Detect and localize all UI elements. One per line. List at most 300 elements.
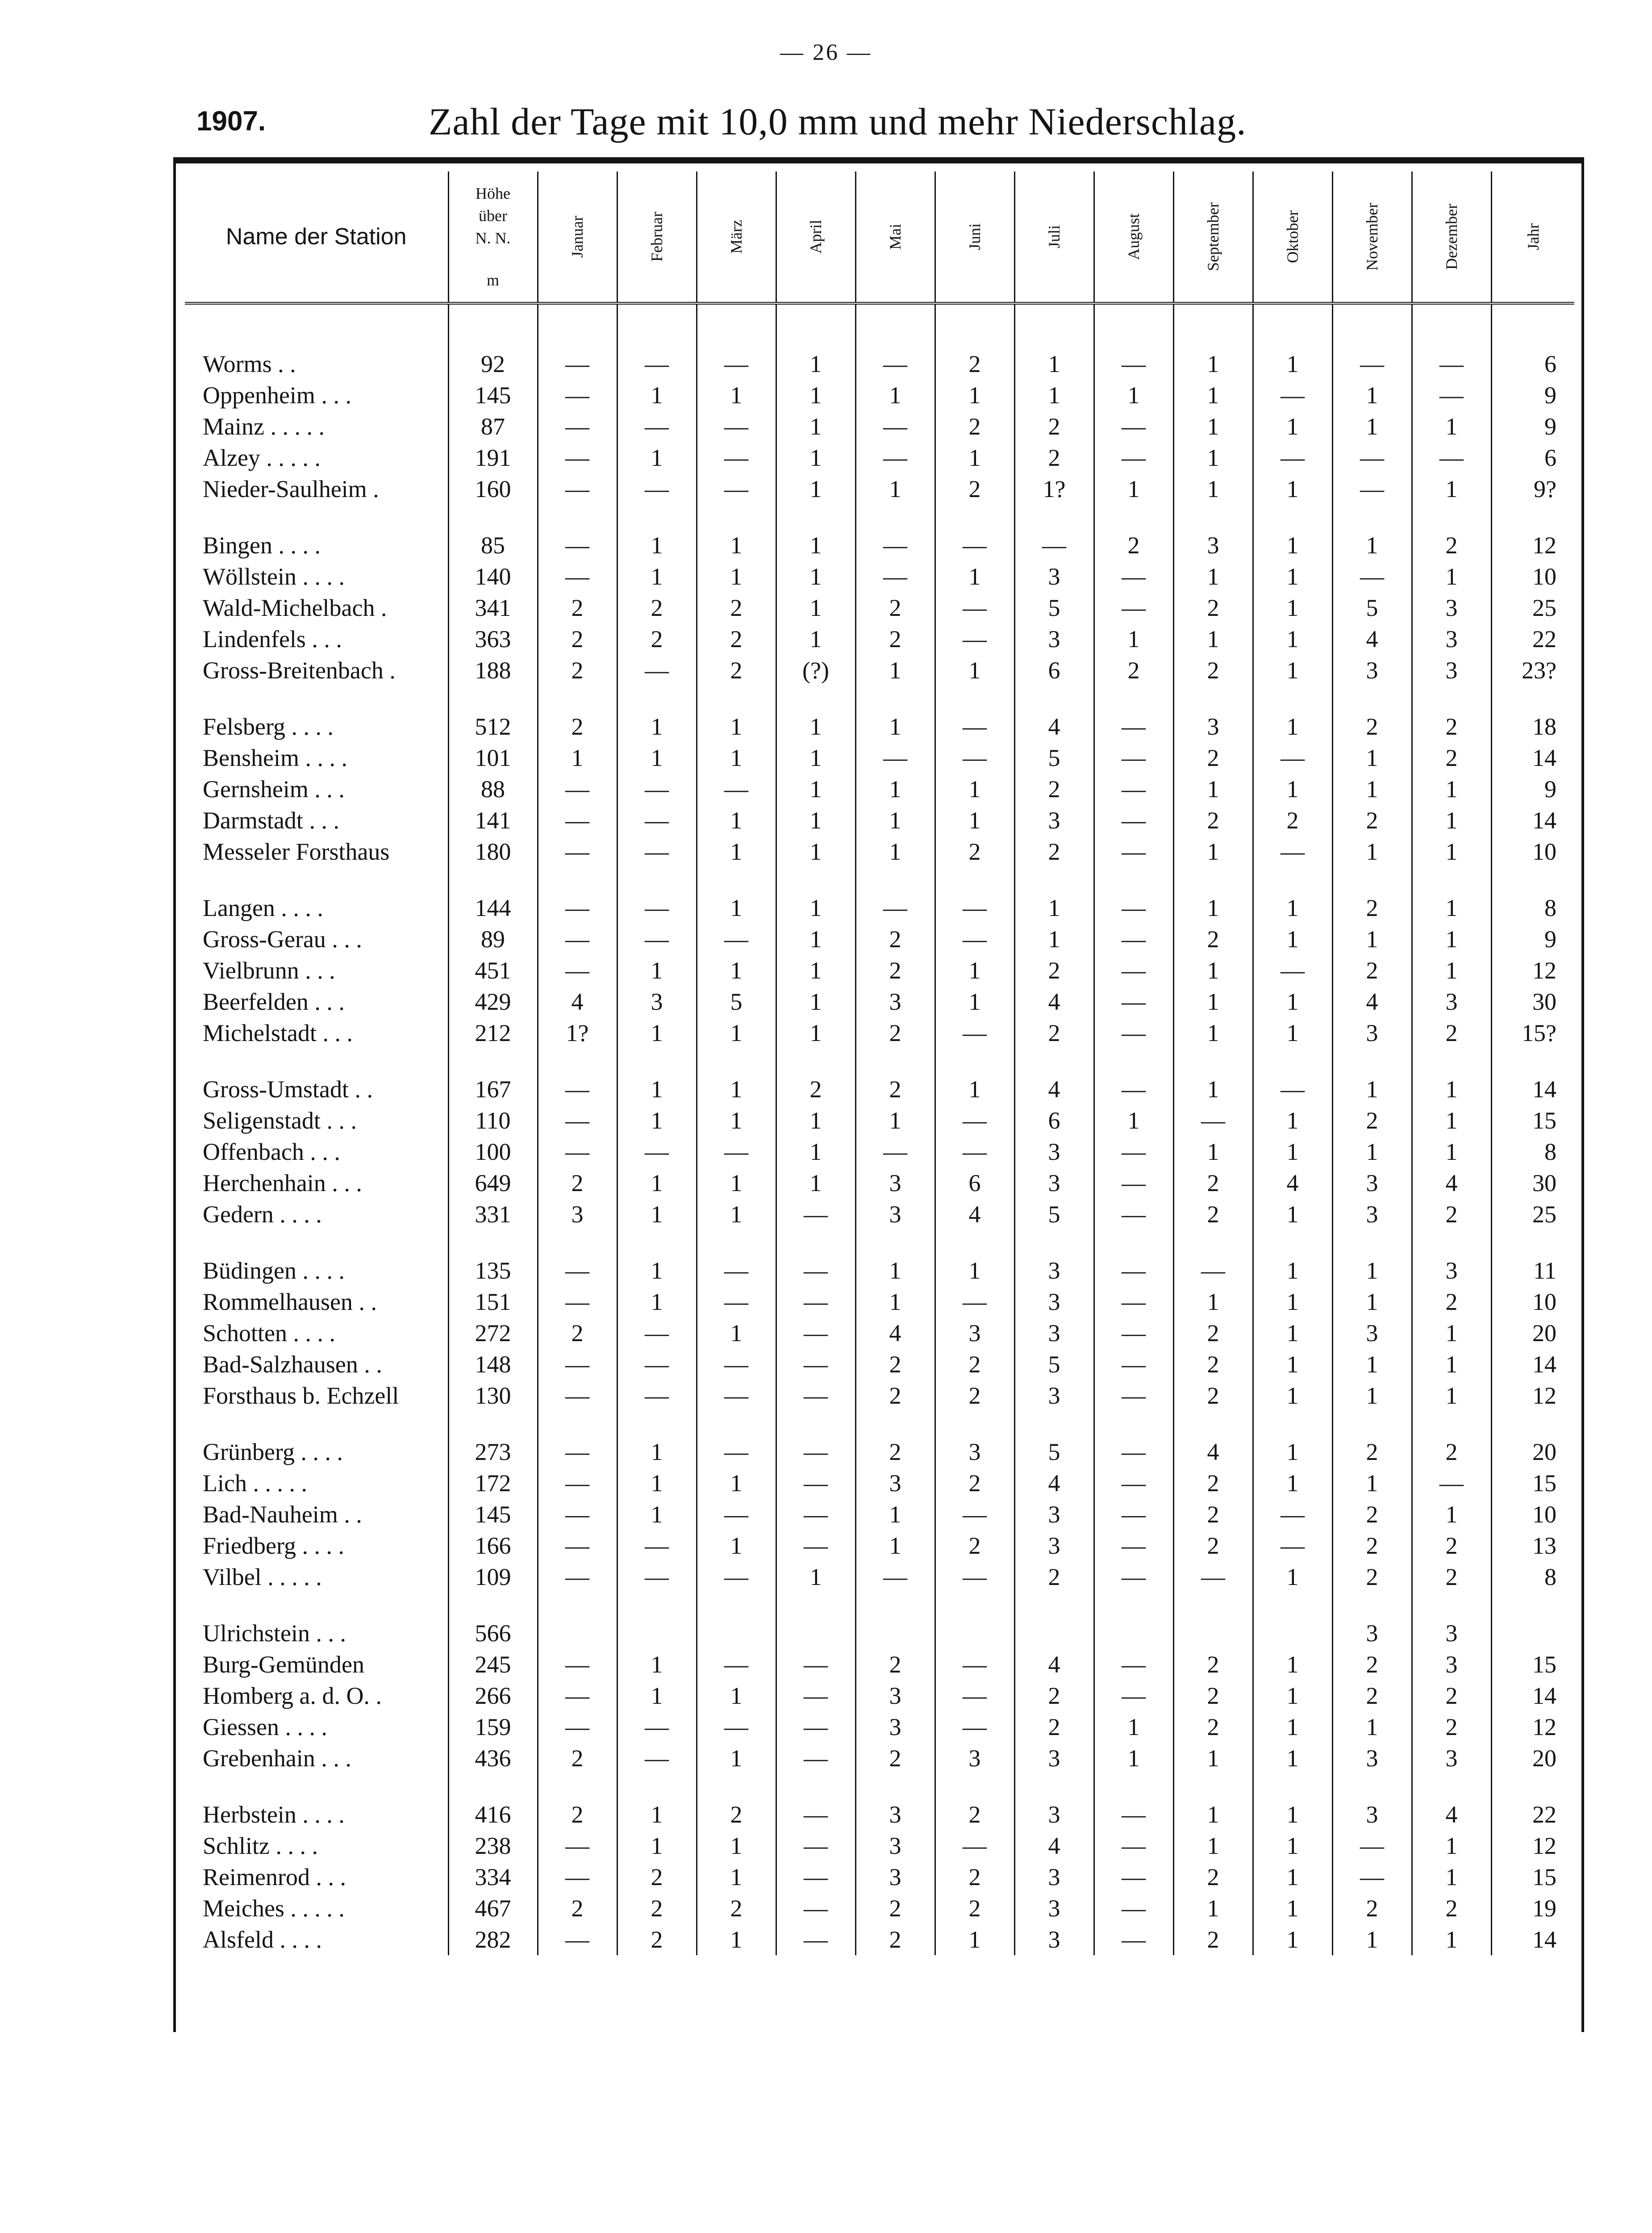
month-value-cell: 3 [1412, 1618, 1491, 1649]
month-value-cell: — [538, 1468, 617, 1499]
spacer-cell [1173, 505, 1253, 530]
month-value-cell: 1 [776, 955, 855, 986]
elevation-cell: 649 [448, 1167, 538, 1199]
table-row [185, 530, 1574, 561]
table-row [185, 1649, 1574, 1680]
year-total-cell: 12 [1491, 1830, 1574, 1861]
year-total-cell: 14 [1491, 1349, 1574, 1380]
month-value-cell: 2 [855, 1743, 935, 1774]
month-value-cell: — [1094, 1830, 1173, 1861]
station-name-cell: Seligenstadt . . . [203, 1107, 357, 1134]
month-value-cell: — [538, 1380, 617, 1411]
spacer-cell [1014, 1049, 1094, 1074]
month-value-cell: 1 [776, 411, 855, 442]
month-value-cell: — [935, 1017, 1014, 1049]
spacer-cell [855, 1774, 935, 1799]
month-value-cell: — [935, 592, 1014, 623]
station-name-cell: Nieder-Saulheim . [203, 476, 379, 502]
month-value-cell: — [1094, 805, 1173, 836]
month-value-cell: 2 [1412, 1530, 1491, 1561]
month-value-cell: — [617, 1711, 697, 1743]
month-value-cell: 1 [776, 442, 855, 473]
header-month [1412, 171, 1491, 303]
precipitation-table [185, 171, 1574, 1955]
elevation-cell: 85 [448, 530, 538, 561]
spacer-cell [1173, 1049, 1253, 1074]
spacer-cell [935, 303, 1014, 348]
month-value-cell: — [1094, 1286, 1173, 1317]
spacer-cell [1332, 1049, 1412, 1074]
station-name-cell: Vielbrunn . . . [203, 957, 335, 984]
spacer-cell [1412, 1230, 1491, 1255]
month-value-cell: 5 [1014, 742, 1094, 774]
month-value-cell: 1 [776, 1017, 855, 1049]
month-value-cell: — [1332, 348, 1412, 380]
elevation-cell: 566 [448, 1618, 538, 1649]
spacer-cell [855, 1593, 935, 1618]
spacer-cell [776, 1593, 855, 1618]
spacer-cell [1014, 1230, 1094, 1255]
station-name-cell: Alzey . . . . . [203, 444, 321, 471]
month-value-cell: — [1094, 1380, 1173, 1411]
month-value-cell: 2 [855, 623, 935, 655]
month-value-cell: 1 [935, 774, 1014, 805]
station-name-cell: Schotten . . . . [203, 1320, 335, 1346]
month-value-cell: 1 [1014, 348, 1094, 380]
station-name-cell: Alsfeld . . . . [203, 1926, 322, 1953]
month-value-cell: 2 [855, 955, 935, 986]
month-value-cell: — [617, 411, 697, 442]
spacer-cell [935, 1049, 1014, 1074]
month-value-cell: — [935, 924, 1014, 955]
spacer-cell [1094, 1593, 1173, 1618]
station-name-cell: Reimenrod . . . [203, 1864, 346, 1890]
month-value-cell: 2 [855, 1017, 935, 1049]
year-total-cell: 25 [1491, 592, 1574, 623]
month-value-cell: 4 [1014, 1074, 1094, 1105]
table-row [185, 442, 1574, 473]
spacer-cell [538, 303, 617, 348]
month-value-cell: 1 [1412, 1861, 1491, 1893]
month-value-cell: 1 [1173, 1136, 1253, 1167]
month-value-cell: 1 [1173, 892, 1253, 924]
month-value-cell: 2 [855, 924, 935, 955]
elevation-cell: 145 [448, 1499, 538, 1530]
table-row [185, 1861, 1574, 1893]
month-value-cell: 1 [1253, 623, 1332, 655]
year-total-cell: 8 [1491, 1561, 1574, 1593]
month-value-cell: 1 [617, 1499, 697, 1530]
spacer-cell [1412, 686, 1491, 711]
month-value-cell: 1 [1412, 411, 1491, 442]
month-value-cell: — [1332, 473, 1412, 505]
month-value-cell: 1 [855, 836, 935, 867]
month-value-cell: 2 [1412, 1561, 1491, 1593]
month-value-cell: 1 [1412, 955, 1491, 986]
station-name-cell: Lindenfels . . . [203, 626, 342, 652]
year-total-cell: 15 [1491, 1861, 1574, 1893]
table-row [185, 655, 1574, 686]
month-value-cell: 1 [855, 473, 935, 505]
elevation-cell: 363 [448, 623, 538, 655]
elevation-cell: 416 [448, 1799, 538, 1830]
month-value-cell: 1 [1014, 924, 1094, 955]
month-value-cell [1253, 1618, 1332, 1649]
spacer-cell [697, 867, 776, 892]
header-month-label: November [1363, 203, 1381, 271]
year-total-cell: 14 [1491, 1680, 1574, 1711]
station-name-cell: Bad-Nauheim . . [203, 1501, 362, 1528]
spacer-cell [776, 505, 855, 530]
station-name-cell: Gross-Gerau . . . [203, 926, 362, 953]
month-value-cell: 1 [1332, 1255, 1412, 1286]
month-value-cell [1094, 1618, 1173, 1649]
month-value-cell: — [538, 411, 617, 442]
month-value-cell: 2 [855, 1380, 935, 1411]
month-value-cell: 2 [1412, 530, 1491, 561]
month-value-cell: 2 [1332, 1561, 1412, 1593]
year-total-cell: 6 [1491, 442, 1574, 473]
station-name-cell: Büdingen . . . . [203, 1257, 345, 1284]
month-value-cell: — [1094, 561, 1173, 592]
month-value-cell: — [617, 1561, 697, 1593]
group-spacer [185, 1230, 1574, 1255]
header-month [1014, 171, 1094, 303]
month-value-cell: — [935, 1286, 1014, 1317]
spacer-cell [697, 303, 776, 348]
table-row [185, 592, 1574, 623]
month-value-cell: 1 [1253, 1561, 1332, 1593]
elevation-cell: 180 [448, 836, 538, 867]
spacer-cell [1253, 303, 1332, 348]
month-value-cell: 1 [1253, 1861, 1332, 1893]
month-value-cell: 1 [776, 836, 855, 867]
table-row [185, 1799, 1574, 1830]
spacer-cell [855, 867, 935, 892]
table-row [185, 1499, 1574, 1530]
elevation-cell: 238 [448, 1830, 538, 1861]
year-total-cell: 12 [1491, 530, 1574, 561]
month-value-cell: — [617, 1136, 697, 1167]
month-value-cell: 1 [1253, 1286, 1332, 1317]
month-value-cell: 1 [697, 530, 776, 561]
month-value-cell: — [1094, 711, 1173, 742]
month-value-cell: 2 [855, 1649, 935, 1680]
month-value-cell: — [776, 1649, 855, 1680]
spacer-cell [697, 1411, 776, 1436]
month-value-cell: 1 [617, 561, 697, 592]
month-value-cell: — [697, 1349, 776, 1380]
month-value-cell: 1 [1173, 348, 1253, 380]
spacer-cell [1491, 1411, 1574, 1436]
month-value-cell: — [776, 1349, 855, 1380]
spacer-cell [538, 1593, 617, 1618]
station-name-cell: Mainz . . . . . [203, 413, 325, 440]
station-name-cell: Grebenhain . . . [203, 1745, 351, 1772]
year-total-cell: 11 [1491, 1255, 1574, 1286]
month-value-cell: 2 [1332, 805, 1412, 836]
month-value-cell: — [776, 1199, 855, 1230]
month-value-cell: — [538, 1436, 617, 1468]
table-row [185, 1317, 1574, 1349]
month-value-cell: — [1412, 380, 1491, 411]
spacer-cell [185, 867, 448, 892]
elevation-cell: 145 [448, 380, 538, 411]
month-value-cell: 1 [855, 711, 935, 742]
month-value-cell: — [1332, 1830, 1412, 1861]
month-value-cell: 1 [1412, 1924, 1491, 1955]
spacer-cell [185, 1593, 448, 1618]
month-value-cell: 1 [697, 1017, 776, 1049]
header-year-total [1491, 171, 1574, 303]
table-row [185, 1680, 1574, 1711]
month-value-cell: 1 [1173, 1017, 1253, 1049]
month-value-cell: 1 [697, 955, 776, 986]
spacer-cell [538, 1774, 617, 1799]
header-month [697, 171, 776, 303]
month-value-cell: 2 [1332, 1499, 1412, 1530]
month-value-cell: 2 [1173, 742, 1253, 774]
month-value-cell: 1 [617, 1799, 697, 1830]
month-value-cell: — [1412, 442, 1491, 473]
header-elevation-line-2: über [479, 207, 507, 225]
spacer-cell [1332, 1230, 1412, 1255]
month-value-cell: 2 [1332, 711, 1412, 742]
month-value-cell: 2 [1412, 1893, 1491, 1924]
month-value-cell: — [617, 1349, 697, 1380]
month-value-cell: — [617, 774, 697, 805]
month-value-cell: — [1173, 1255, 1253, 1286]
spacer-cell [1173, 303, 1253, 348]
month-value-cell: 1 [1253, 924, 1332, 955]
month-value-cell: 3 [1014, 1799, 1094, 1830]
spacer-cell [1014, 1774, 1094, 1799]
month-value-cell: 3 [1014, 1255, 1094, 1286]
spacer-cell [776, 1774, 855, 1799]
month-value-cell: 3 [855, 986, 935, 1017]
month-value-cell: 1 [1253, 1349, 1332, 1380]
month-value-cell: 1 [1332, 1349, 1412, 1380]
month-value-cell: — [538, 1711, 617, 1743]
month-value-cell: 1 [697, 1105, 776, 1136]
month-value-cell: 1 [1412, 805, 1491, 836]
month-value-cell: 1 [1173, 1286, 1253, 1317]
month-value-cell: 2 [617, 623, 697, 655]
month-value-cell: 2 [1412, 1199, 1491, 1230]
month-value-cell: — [1094, 955, 1173, 986]
month-value-cell: 1 [1412, 1136, 1491, 1167]
year-total-cell: 14 [1491, 1924, 1574, 1955]
month-value-cell: 1 [935, 986, 1014, 1017]
month-value-cell: 1 [855, 774, 935, 805]
month-value-cell: 1 [1253, 1380, 1332, 1411]
month-value-cell: — [617, 1380, 697, 1411]
spacer-cell [448, 303, 538, 348]
month-value-cell: 2 [855, 592, 935, 623]
month-value-cell: 3 [855, 1199, 935, 1230]
table-row [185, 1830, 1574, 1861]
table-row [185, 380, 1574, 411]
elevation-cell: 331 [448, 1199, 538, 1230]
month-value-cell: 1 [935, 442, 1014, 473]
month-value-cell: 3 [1014, 1924, 1094, 1955]
month-value-cell: 2 [1253, 805, 1332, 836]
elevation-cell: 101 [448, 742, 538, 774]
table-row [185, 473, 1574, 505]
month-value-cell: (?) [776, 655, 855, 686]
month-value-cell: 3 [617, 986, 697, 1017]
spacer-cell [1173, 867, 1253, 892]
month-value-cell: — [1094, 1468, 1173, 1499]
month-value-cell: 2 [1173, 1711, 1253, 1743]
month-value-cell: 2 [538, 655, 617, 686]
spacer-cell [1491, 1593, 1574, 1618]
month-value-cell: 1 [1253, 892, 1332, 924]
year-total-cell: 14 [1491, 1074, 1574, 1105]
spacer-cell [1173, 1774, 1253, 1799]
spacer-cell [617, 1230, 697, 1255]
spacer-cell [448, 1049, 538, 1074]
month-value-cell: 1 [1094, 473, 1173, 505]
month-value-cell: 1 [1412, 924, 1491, 955]
spacer-cell [1491, 1230, 1574, 1255]
month-value-cell: 1 [617, 1255, 697, 1286]
station-name-cell: Worms . . [203, 351, 296, 377]
month-value-cell: 1 [935, 805, 1014, 836]
month-value-cell: — [935, 1711, 1014, 1743]
month-value-cell: 2 [1173, 1167, 1253, 1199]
month-value-cell: 1 [1412, 1830, 1491, 1861]
table-row [185, 1349, 1574, 1380]
header-elevation-line-3: N. N. [475, 229, 511, 247]
month-value-cell: 2 [935, 473, 1014, 505]
elevation-cell: 148 [448, 1349, 538, 1380]
month-value-cell: 4 [538, 986, 617, 1017]
spacer-cell [697, 505, 776, 530]
month-value-cell: 1 [935, 1924, 1014, 1955]
month-value-cell: 1 [697, 1830, 776, 1861]
header-month-label: Juni [965, 223, 984, 251]
month-value-cell: 1 [1253, 1468, 1332, 1499]
year-total-cell: 18 [1491, 711, 1574, 742]
spacer-cell [448, 505, 538, 530]
month-value-cell: 2 [1173, 1530, 1253, 1561]
elevation-cell: 89 [448, 924, 538, 955]
group-spacer [185, 1049, 1574, 1074]
month-value-cell: 2 [1173, 924, 1253, 955]
elevation-cell: 172 [448, 1468, 538, 1499]
month-value-cell: 2 [935, 411, 1014, 442]
spacer-cell [1014, 1593, 1094, 1618]
month-value-cell: 1 [1173, 836, 1253, 867]
month-value-cell: 1 [617, 1017, 697, 1049]
station-name-cell: Friedberg . . . . [203, 1532, 344, 1559]
month-value-cell: — [617, 836, 697, 867]
table-row [185, 711, 1574, 742]
month-value-cell: — [538, 1861, 617, 1893]
header-month-label: Mai [886, 224, 904, 250]
page-number: — 26 — [780, 40, 872, 65]
group-spacer [185, 1774, 1574, 1799]
spacer-cell [935, 1411, 1014, 1436]
month-value-cell: 3 [1412, 592, 1491, 623]
spacer-cell [617, 867, 697, 892]
month-value-cell: 1 [697, 711, 776, 742]
spacer-cell [776, 686, 855, 711]
month-value-cell: 1 [776, 1561, 855, 1593]
month-value-cell: 1 [1253, 1924, 1332, 1955]
month-value-cell: — [538, 561, 617, 592]
month-value-cell: 2 [697, 623, 776, 655]
month-value-cell: 1 [776, 1105, 855, 1136]
year-total-cell: 10 [1491, 1286, 1574, 1317]
month-value-cell: — [538, 380, 617, 411]
month-value-cell: 2 [1173, 1380, 1253, 1411]
table-row [185, 805, 1574, 836]
spacer-cell [617, 1593, 697, 1618]
month-value-cell: — [617, 655, 697, 686]
month-value-cell: — [1094, 924, 1173, 955]
month-value-cell: 3 [1014, 623, 1094, 655]
month-value-cell: — [1094, 348, 1173, 380]
spacer-cell [697, 1774, 776, 1799]
month-value-cell: 6 [935, 1167, 1014, 1199]
month-value-cell: 4 [1412, 1167, 1491, 1199]
elevation-cell: 87 [448, 411, 538, 442]
month-value-cell: 3 [1412, 623, 1491, 655]
station-name-cell: Darmstadt . . . [203, 807, 339, 834]
month-value-cell: 1 [1253, 1830, 1332, 1861]
table-row [185, 1924, 1574, 1955]
month-value-cell: 1 [776, 348, 855, 380]
month-value-cell: 1 [776, 592, 855, 623]
month-value-cell: — [855, 348, 935, 380]
year-total-cell: 6 [1491, 348, 1574, 380]
spacer-cell [1173, 1230, 1253, 1255]
spacer-cell [1094, 1411, 1173, 1436]
month-value-cell: 1 [617, 1680, 697, 1711]
month-value-cell: 2 [1412, 1286, 1491, 1317]
month-value-cell: 2 [1412, 1436, 1491, 1468]
month-value-cell: 1 [1253, 592, 1332, 623]
month-value-cell: 3 [855, 1830, 935, 1861]
year-total-cell: 19 [1491, 1893, 1574, 1924]
month-value-cell: — [776, 1680, 855, 1711]
header-month [617, 171, 697, 303]
spacer-cell [448, 1230, 538, 1255]
month-value-cell: — [538, 774, 617, 805]
month-value-cell: 1 [1332, 380, 1412, 411]
group-spacer [185, 505, 1574, 530]
month-value-cell: 2 [1332, 1436, 1412, 1468]
header-month [855, 171, 935, 303]
month-value-cell: — [617, 1530, 697, 1561]
month-value-cell: 1 [1253, 1799, 1332, 1830]
month-value-cell: 3 [1173, 530, 1253, 561]
month-value-cell: — [855, 892, 935, 924]
year-total-cell: 10 [1491, 1499, 1574, 1530]
month-value-cell: 2 [1014, 442, 1094, 473]
station-name-cell: Bingen . . . . [203, 532, 321, 559]
header-month-label: September [1204, 202, 1222, 271]
elevation-cell: 212 [448, 1017, 538, 1049]
month-value-cell: 2 [1173, 1317, 1253, 1349]
year-total-cell: 8 [1491, 1136, 1574, 1167]
table-row [185, 1711, 1574, 1743]
month-value-cell: 1 [697, 1743, 776, 1774]
month-value-cell: 2 [1412, 1017, 1491, 1049]
month-value-cell: 5 [1014, 592, 1094, 623]
